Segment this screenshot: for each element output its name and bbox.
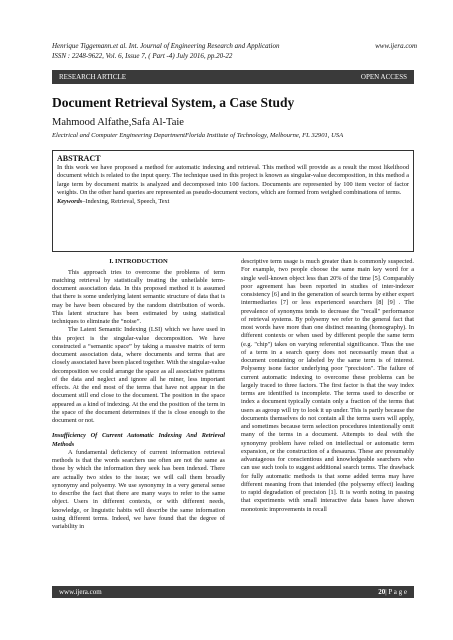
right-column-paragraph: descriptive term usage is much greater than is commonly suspected. For example, two people choose the same main key word for a single well-known object less than 20% of the time [5]. Comparably poor agreement has been reported in studies of inter-indexer consistency [6] and in the generation of search terms by either expert intermediaries [7] or less experienced searchers [8] [9] . The prevalence of synonyms tends to decrease the "recall" performance of retrieval systems. By polysemy we refer to the general fact that most words have more than one distinct meaning (homography). In different contexts or when used by different people the same term (e.g. "chip") takes on varying referential significance. Thus the use of a term in a search query does not necessarily mean that a document containing or labeled by the same term is of interest. Polysemy isone factor underlying poor "precision". The failure of current automatic indexing to overcome these problems can be largely traced to three factors. The first factor is that the way index terms are identified is incomplete. The terms used to describe or index a document typically contain only a fraction of the terms that users as agroup will try to look it up under. This is partly because the documents themselves do not contain all the terms users will apply, and sometimes because term selection procedures intentionally omit many of the terms in a document. Attempts to deal with the synonymy problem have relied on intellectual or automatic term expansion, or the construction of a thesaurus. These are presumably advantageous for conscientious and knowledgeable searchers who can use such tools to suggest additional search terms. The drawback for fully automatic methods is that some added terms may have different meaning from that intended (the polysemy effect) leading to rapid degradation of precision [1]. It is worth noting in passing that experiments with small interactive data bases have shown monotonic improvements in recall [241, 258, 414, 513]
abstract-text: In this work we have proposed a method for automatic indexing and retrieval. This method will provide as a result the most likelihood document which is related to the input query. The technique used in this project is known as singular-value decomposition, in this method a large term by document matrix is analyzed and decomposed into 100 factors. Documents are represented by 100 item vector of factor weights. On the other hand queries are represented as pseudo-document vectors, which are formed from weighed combinations of terms. [57, 164, 409, 197]
intro-paragraph-2: The Latent Semantic Indexing (LSI) which we have used in this project is the singular-value decomposition. We have constructed a “semantic space” by taking a massive matrix of term document association data, where documents and terms that are closely associated have been placed together. With the singular-value decomposition we could arrange the space as all associative patterns of the data and neglect and ignore all he miner, less important effects. At the end most of the terms that have not appear in the document still end close to the document. The position in the space appeared as a kind of indexing. At the end the position of the term in the space of the document determines if the is close enough to the document or not. [52, 326, 225, 425]
journal-citation: Henrique Tiggemann.et al. Int. Journal of Engineering Research and Application [52, 42, 280, 50]
article-type-banner [52, 70, 414, 84]
author-affiliation: Electrical and Computer Engineering DepartmentFlorida Institute of Technology, Melbourne, FL 32901, USA [52, 132, 344, 139]
abstract-heading: ABSTRACT [57, 154, 101, 163]
intro-paragraph-1: This approach tries to overcome the problems of term matching retrieval by statistically treating the unheilable term-document association data. In this proposed method it is assumed that there is some underlying latent semantic structure of data that is may be have been obscured by the random distribution of words. This latent structure has been estimated by using statistical techniques to eliminate the “noise”. [52, 268, 225, 326]
introduction-heading: I. INTRODUCTION [109, 258, 168, 265]
journal-website[interactable]: www.ijera.com [375, 42, 417, 50]
footer-website[interactable]: www.ijera.com [59, 588, 102, 596]
page-label: | P a g e [385, 588, 407, 596]
page-footer [52, 586, 414, 598]
left-column [52, 258, 225, 531]
journal-issn: ISSN : 2248-9622, Vol. 6, Issue 7, ( Part -4) July 2016, pp.20-22 [52, 51, 233, 60]
journal-header [52, 42, 417, 62]
keywords-label: Keywords [57, 198, 83, 206]
keywords-line [57, 198, 409, 205]
abstract-box [52, 150, 414, 252]
open-access-label: OPEN ACCESS [360, 73, 407, 81]
right-column [241, 258, 414, 514]
research-article-label: RESEARCH ARTICLE [59, 73, 127, 81]
paper-authors: Mahmood Alfathe,Safa Al-Taie [52, 117, 184, 128]
page-number: 20 [378, 588, 386, 596]
section-subheading: Insufficiency Of Current Automatic Indexing And Retrieval Methods [52, 432, 225, 448]
paper-title: Document Retrieval System, a Case Study [52, 95, 295, 110]
subsection-paragraph: A fundamental deficiency of current information retrieval methods is that the words searchers use often are not the same as those by which the information they seek has been indexed. There are actually two sides to the issue; we will call them broadly synonymy and polysemy. We use synonymy in a very general sense to describe the fact that there are many ways to refer to the same object. Users in different contexts, or with different needs, knowledge, or linguistic habits will describe the same information using different terms. Indeed, we have found that the degree of variability in [52, 448, 225, 531]
keywords-list: –Indexing, Retrieval, Speech, Text [82, 198, 170, 206]
footer-page [378, 588, 407, 596]
